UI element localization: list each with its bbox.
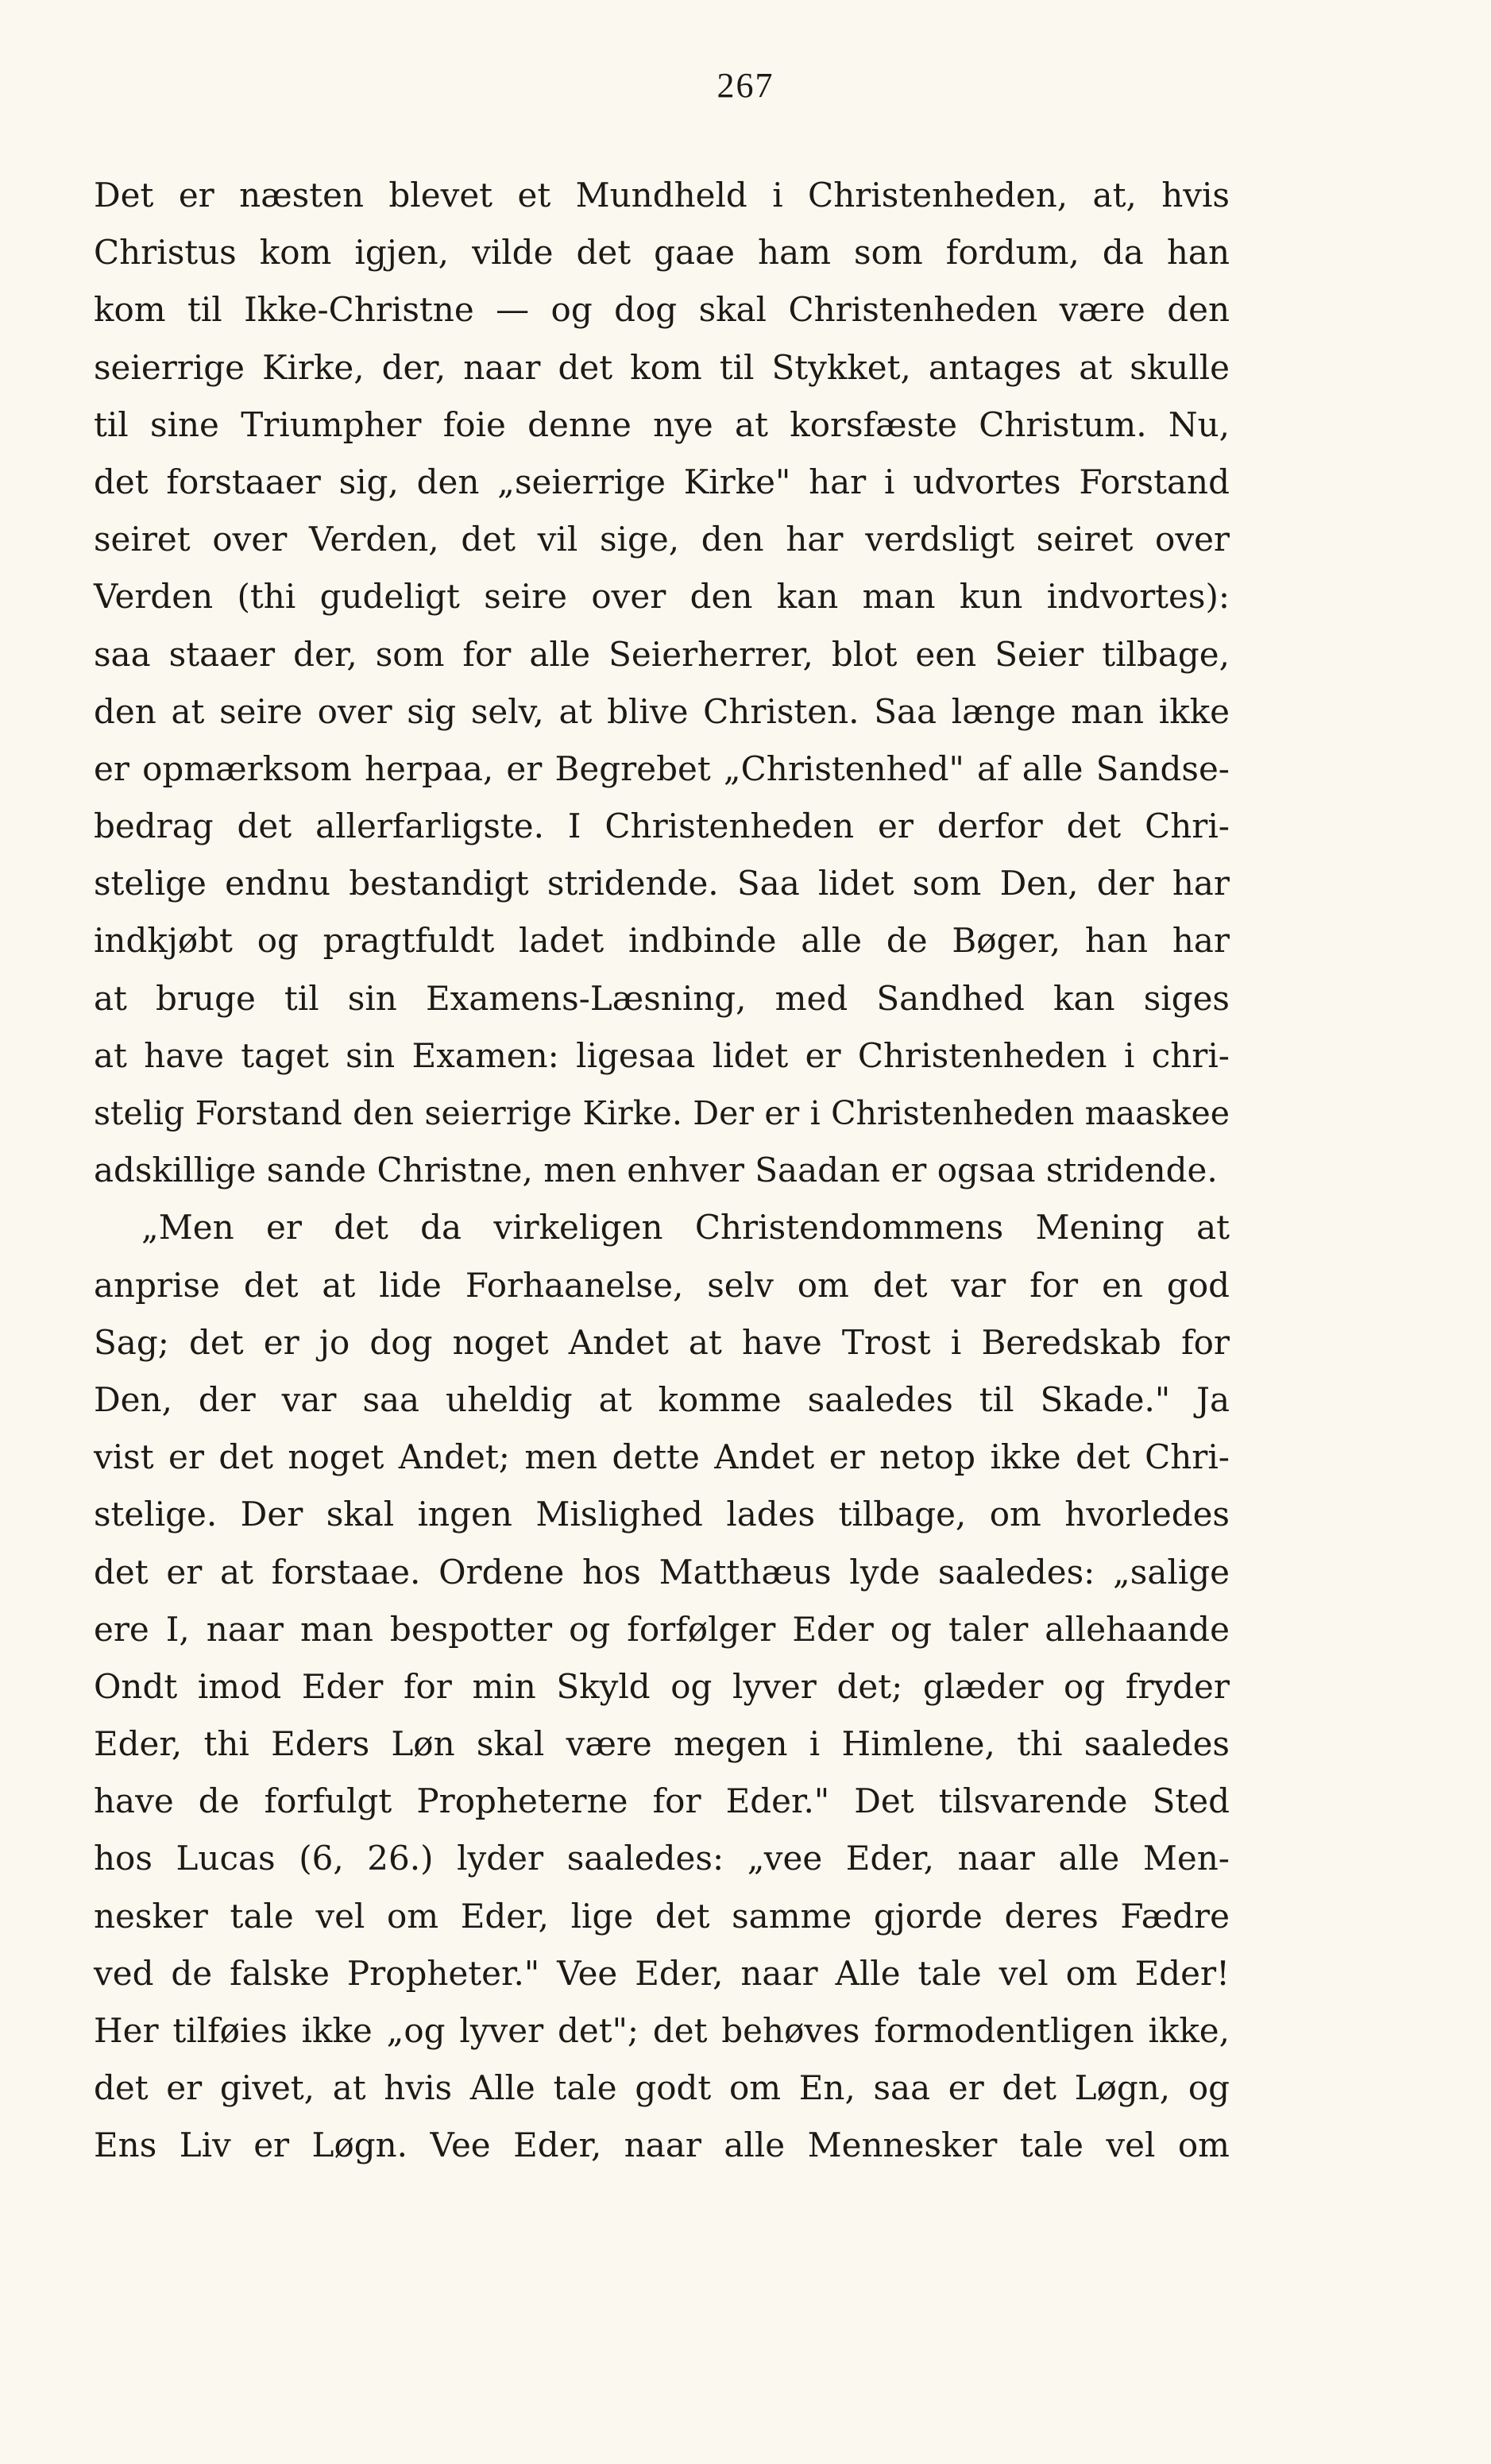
text-line: bedrag det allerfarligste. I Christenheden er derfor det Chri- bbox=[94, 807, 1230, 846]
body-text bbox=[94, 167, 1230, 2175]
text-line: til sine Triumpher foie denne nye at korsfæste Christum. Nu, bbox=[94, 404, 1230, 444]
text-line: det er at forstaae. Ordene hos Matthæus lyde saaledes: „salige bbox=[94, 1552, 1230, 1592]
paragraph-2 bbox=[94, 1199, 1230, 2174]
text-line: hos Lucas (6, 26.) lyder saaledes: „vee Eder, naar alle Men- bbox=[94, 1839, 1230, 1878]
text-line: kom til Ikke-Christne — og dog skal Christenheden være den bbox=[94, 290, 1230, 330]
text-line: det er givet, at hvis Alle tale godt om En, saa er det Løgn, og bbox=[94, 2068, 1230, 2108]
text-line: have de forfulgt Propheterne for Eder." Det tilsvarende Sted bbox=[94, 1781, 1230, 1821]
text-line: er opmærksom herpaa, er Begrebet „Christenhed" af alle Sandse- bbox=[94, 748, 1230, 788]
text-line: nesker tale vel om Eder, lige det samme gjorde deres Fædre bbox=[94, 1896, 1230, 1936]
text-line: anprise det at lide Forhaanelse, selv om det var for en god bbox=[94, 1265, 1230, 1305]
text-line: Eder, thi Eders Løn skal være megen i Himlene, thi saaledes bbox=[94, 1724, 1230, 1764]
page-number: 267 bbox=[717, 66, 774, 105]
text-line: Ens Liv er Løgn. Vee Eder, naar alle Mennesker tale vel om bbox=[94, 2126, 1230, 2165]
text-line: Det er næsten blevet et Mundheld i Christenheden, at, hvis bbox=[94, 176, 1230, 215]
text-line: seiret over Verden, det vil sige, den har verdsligt seiret over bbox=[94, 520, 1230, 559]
text-line: at have taget sin Examen: ligesaa lidet er Christenheden i chri- bbox=[94, 1035, 1230, 1075]
text-line: Christus kom igjen, vilde det gaae ham som fordum, da han bbox=[94, 233, 1230, 273]
text-line: stelig Forstand den seierrige Kirke. Der er i Christenheden maaskee bbox=[94, 1094, 1230, 1132]
text-line: saa staaer der, som for alle Seierherrer, blot een Seier tilbage, bbox=[94, 634, 1230, 674]
text-line: adskillige sande Christne, men enhver Saadan er ogsaa stridende. bbox=[94, 1151, 1218, 1190]
text-line: Her tilføies ikke „og lyver det"; det behøves formodentligen ikke, bbox=[94, 2011, 1230, 2050]
text-line: at bruge til sin Examens-Læsning, med Sandhed kan siges bbox=[94, 978, 1230, 1018]
text-line: den at seire over sig selv, at blive Christen. Saa længe man ikke bbox=[94, 691, 1230, 731]
text-line: vist er det noget Andet; men dette Andet er netop ikke det Chri- bbox=[94, 1437, 1230, 1477]
text-line: stelige endnu bestandigt stridende. Saa lidet som Den, der har bbox=[94, 864, 1230, 903]
text-line: ere I, naar man bespotter og forfølger Eder og taler allehaande bbox=[94, 1609, 1230, 1649]
text-line: „Men er det da virkeligen Christendommens Mening at bbox=[141, 1208, 1230, 1247]
text-line: stelige. Der skal ingen Mislighed lades tilbage, om hvorledes bbox=[94, 1495, 1230, 1534]
paragraph-1 bbox=[94, 167, 1230, 1199]
text-line: det forstaaer sig, den „seierrige Kirke" har i udvortes Forstand bbox=[94, 462, 1230, 501]
text-line: Sag; det er jo dog noget Andet at have Trost i Beredskab for bbox=[94, 1322, 1230, 1362]
text-line: Den, der var saa uheldig at komme saaledes til Skade." Ja bbox=[94, 1379, 1230, 1419]
text-line: Ondt imod Eder for min Skyld og lyver det; glæder og fryder bbox=[94, 1666, 1230, 1706]
text-line: ved de falske Propheter." Vee Eder, naar Alle tale vel om Eder! bbox=[94, 1953, 1230, 1993]
text-line: indkjøbt og pragtfuldt ladet indbinde alle de Bøger, han har bbox=[94, 921, 1230, 961]
text-line: Verden (thi gudeligt seire over den kan man kun indvortes): bbox=[94, 577, 1230, 617]
text-line: seierrige Kirke, der, naar det kom til Stykket, antages at skulle bbox=[94, 347, 1230, 387]
